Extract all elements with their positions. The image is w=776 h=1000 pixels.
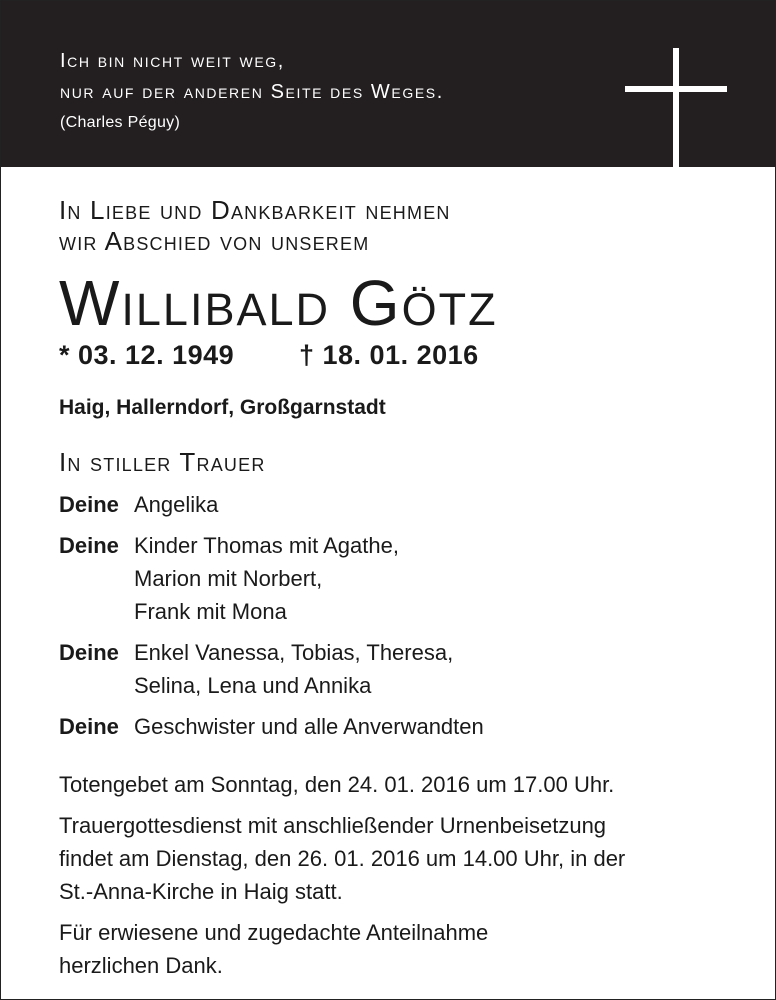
family-label: Deine	[59, 640, 119, 665]
intro-text	[59, 195, 451, 257]
quote-text	[60, 46, 444, 108]
death-date: † 18. 01. 2016	[299, 340, 479, 370]
family-group-children	[59, 529, 484, 628]
thanks-line-2: herzlichen Dank.	[59, 953, 223, 978]
family-line: Selina, Lena und Annika	[134, 673, 372, 698]
quote-author: (Charles Péguy)	[60, 114, 181, 131]
funeral-service-note	[59, 809, 759, 908]
intro-line-1: In Liebe und Dankbarkeit nehmen	[59, 195, 451, 225]
family-line: Angelika	[134, 492, 219, 517]
family-line: Enkel Vanessa, Tobias, Theresa,	[134, 640, 454, 665]
family-label: Deine	[59, 714, 119, 739]
family-label: Deine	[59, 492, 119, 517]
family-line: Marion mit Norbert,	[134, 566, 323, 591]
service-notes	[59, 768, 759, 990]
family-group-spouse	[59, 488, 484, 521]
family-label: Deine	[59, 533, 119, 558]
family-group-siblings	[59, 710, 484, 743]
birth-date: * 03. 12. 1949	[59, 340, 235, 370]
family-line: Frank mit Mona	[134, 599, 287, 624]
deceased-name: Willibald Götz	[59, 267, 498, 339]
service-line-2: findet am Dienstag, den 26. 01. 2016 um 14.00 Uhr, in der	[59, 846, 626, 871]
quote-line-2: nur auf der anderen Seite des Weges.	[60, 81, 444, 103]
intro-line-2: wir Abschied von unserem	[59, 226, 370, 256]
cross-icon	[625, 48, 727, 169]
quote-banner	[1, 1, 775, 167]
life-dates	[59, 340, 479, 371]
quote-line-1: Ich bin nicht weit weg,	[60, 50, 285, 72]
service-line-3: St.-Anna-Kirche in Haig statt.	[59, 879, 343, 904]
places: Haig, Hallerndorf, Großgarnstadt	[59, 396, 386, 419]
family-group-grandchildren	[59, 636, 484, 702]
family-line: Geschwister und alle Anverwandten	[134, 714, 484, 739]
service-line-1: Trauergottesdienst mit anschließender Urnenbeisetzung	[59, 813, 607, 838]
rosary-note: Totengebet am Sonntag, den 24. 01. 2016 um 17.00 Uhr.	[59, 772, 615, 797]
family-line: Kinder Thomas mit Agathe,	[134, 533, 399, 558]
mourning-heading: In stiller Trauer	[59, 447, 266, 477]
thanks-note	[59, 916, 759, 982]
family-list	[59, 488, 484, 751]
thanks-line-1: Für erwiesene und zugedachte Anteilnahme	[59, 920, 489, 945]
